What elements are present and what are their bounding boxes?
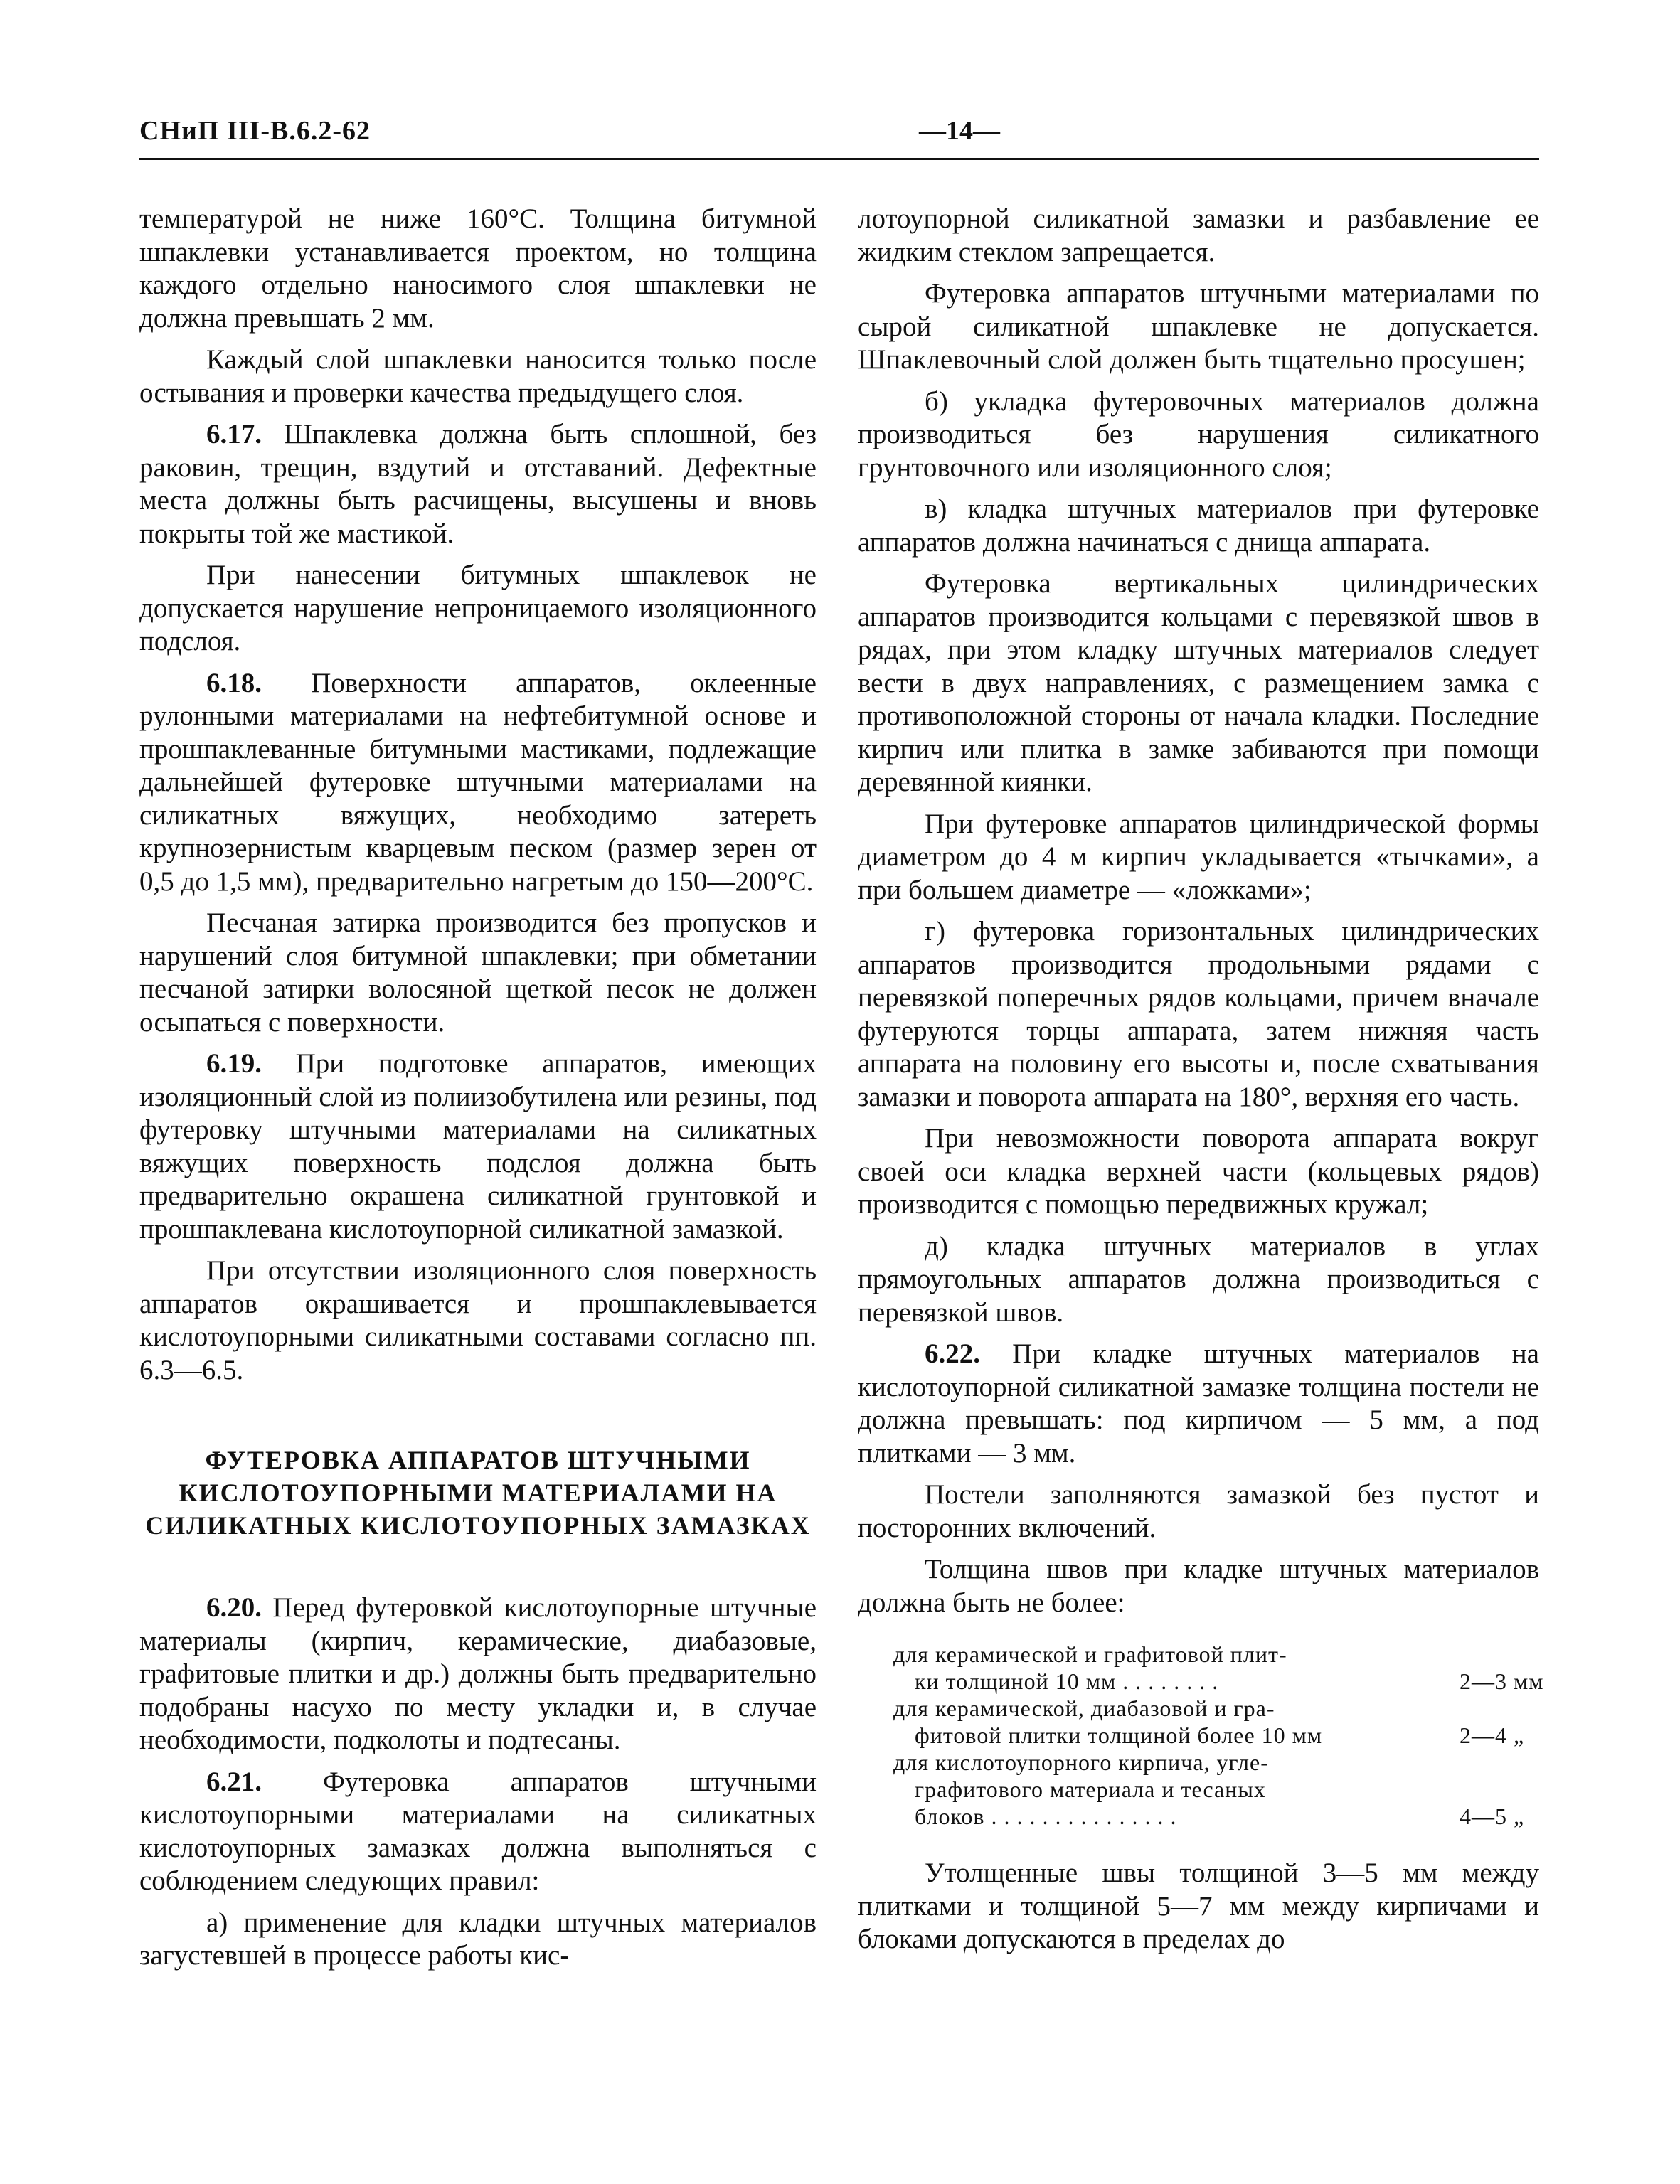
page-number: —14—: [919, 116, 1000, 146]
clause-number: 6.18.: [206, 667, 262, 698]
table-row: [858, 1695, 1539, 1722]
paragraph-6-22: [858, 1338, 1539, 1470]
table-row: [858, 1641, 1539, 1668]
table-label: графитового материала и тесаных: [915, 1777, 1266, 1802]
paragraph: При нанесении битумных шпаклевок не допускается нарушение непроницаемого изоляционного подслоя.: [139, 560, 817, 656]
table-label: блоков . . . . . . . . . . . . . . .: [915, 1804, 1177, 1829]
clause-text: При кладке штучных материалов на кислотоупорной силикатной замазке толщина постели не должна превышать: под кирпичом — 5 мм, а под плитками — 3 мм.: [858, 1338, 1539, 1469]
table-row: [858, 1722, 1539, 1749]
clause-text: Перед футеровкой кислотоупорные штучные материалы (кирпич, керамические, диабазовые, графитовые плитки и др.) должны быть предварительно подобраны насухо по месту укладки и, в случае необходимости, подколоты и подтесаны.: [139, 1592, 817, 1755]
paragraph: Футеровка вертикальных цилиндрических аппаратов производится кольцами с перевязкой швов в рядах, при этом кладку штучных материалов следует вести в двух направлениях, с размещением замка с противоположной стороны от начала кладки. Последние кирпич или плитка в замке забиваются при помощи деревянной киянки.: [858, 568, 1539, 797]
clause-text: Футеровка аппаратов штучными кислотоупорными материалами на силикатных кислотоупорных замазках должна выполняться с соблюдением следующих правил:: [139, 1766, 817, 1896]
section-heading: ФУТЕРОВКА АППАРАТОВ ШТУЧНЫМИ КИСЛОТОУПОРНЫМИ МАТЕРИАЛАМИ НА СИЛИКАТНЫХ КИСЛОТОУПОРНЫХ ЗАМАЗКАХ: [145, 1446, 811, 1540]
table-label: для кислотоупорного кирпича, угле-: [893, 1749, 1269, 1775]
table-label: ки толщиной 10 мм . . . . . . . .: [915, 1668, 1219, 1694]
paragraph: температурой не ниже 160°С. Толщина битумной шпаклевки устанавливается проектом, но толщина каждого отдельно наносимого слоя шпаклевки не должна превышать 2 мм.: [139, 203, 817, 334]
joint-thickness-table: [858, 1641, 1544, 1830]
right-column: [858, 203, 1544, 1956]
document-code: СНиП III-В.6.2-62: [139, 116, 371, 146]
paragraph: Каждый слой шпаклевки наносится только после остывания и проверки качества предыдущего слоя.: [139, 344, 817, 408]
clause-number: 6.17.: [206, 419, 262, 449]
paragraph: Футеровка аппаратов штучными материалами по сырой силикатной шпаклевке не допускается. Шпаклевочный слой должен быть тщательно просушен;: [858, 278, 1539, 375]
table-value: 2—4 „: [1460, 1722, 1525, 1748]
paragraph-6-19: [139, 1048, 817, 1246]
table-label: для керамической и графитовой плит-: [893, 1641, 1287, 1667]
paragraph: Песчаная затирка производится без пропусков и нарушений слоя битумной шпаклевки; при обметании песчаной затирки волосяной щеткой песок не должен осыпаться с поверхности.: [139, 907, 817, 1038]
paragraph: Утолщенные швы толщиной 3—5 мм между плитками и толщиной 5—7 мм между кирпичами и блоками допускаются в пределах до: [858, 1858, 1539, 1954]
clause-text: При подготовке аппаратов, имеющих изоляционный слой из полиизобутилена или резины, под футеровку штучными материалами на силикатных вяжущих поверхность подслоя должна быть предварительно окрашена силикатной грунтовкой и прошпаклевана кислотоупорной силикатной замазкой.: [139, 1048, 817, 1245]
paragraph: При невозможности поворота аппарата вокруг своей оси кладка верхней части (кольцевых рядов) производится с помощью передвижных кружал;: [858, 1123, 1539, 1220]
paragraph: При отсутствии изоляционного слоя поверхность аппаратов окрашивается и прошпаклевывается кислотоупорными силикатными составами согласно пп. 6.3—6.5.: [139, 1255, 817, 1385]
table-label: фитовой плитки толщиной более 10 мм: [915, 1722, 1323, 1748]
clause-number: 6.20.: [206, 1592, 262, 1623]
clause-text: Поверхности аппаратов, оклеенные рулонными материалами на нефтебитумной основе и прошпаклеванные битумными мастиками, подлежащие дальнейшей футеровке штучными материалами на силикатных вяжущих, необходимо затереть крупнозернистым кварцевым песком (размер зерен от 0,5 до 1,5 мм), предварительно нагретым до 150—200°С.: [139, 667, 817, 897]
table-row: [858, 1749, 1539, 1776]
paragraph-6-20: [139, 1592, 817, 1757]
paragraph-6-17: [139, 418, 817, 550]
paragraph: а) применение для кладки штучных материалов загустевшей в процессе работы кис-: [139, 1907, 817, 1971]
table-row: [858, 1668, 1544, 1695]
paragraph: лотоупорной силикатной замазки и разбавление ее жидким стеклом запрещается.: [858, 203, 1539, 267]
paragraph: д) кладка штучных материалов в углах прямоугольных аппаратов должна производиться с перевязкой швов.: [858, 1230, 1539, 1328]
paragraph: б) укладка футеровочных материалов должна производиться без нарушения силикатного грунтовочного или изоляционного слоя;: [858, 385, 1539, 483]
clause-number: 6.22.: [925, 1338, 980, 1369]
clause-number: 6.19.: [206, 1048, 262, 1079]
table-value: 2—3 мм: [1460, 1668, 1544, 1694]
paragraph: Толщина швов при кладке штучных материалов должна быть не более:: [858, 1554, 1539, 1618]
clause-number: 6.21.: [206, 1766, 262, 1797]
paragraph-6-21: [139, 1766, 817, 1898]
left-column: [139, 203, 817, 1973]
paragraph: в) кладка штучных материалов при футеровке аппаратов должна начинаться с днища аппарата.: [858, 494, 1539, 558]
paragraph: При футеровке аппаратов цилиндрической формы диаметром до 4 м кирпич укладывается «тычками», а при большем диаметре — «ложками»;: [858, 808, 1539, 905]
table-row: [858, 1803, 1539, 1830]
paragraph: г) футеровка горизонтальных цилиндрических аппаратов производится продольными рядами с перевязкой поперечных рядов кольцами, причем вначале футеруются торцы аппарата, затем нижняя часть аппарата на половину его высоты и, после схватывания замазки и поворота аппарата на 180°, верхняя его часть.: [858, 916, 1539, 1112]
paragraph: Постели заполняются замазкой без пустот и посторонних включений.: [858, 1479, 1539, 1543]
paragraph-6-18: [139, 667, 817, 899]
table-label: для керамической, диабазовой и гра-: [893, 1695, 1275, 1721]
page-header: [139, 115, 1539, 160]
table-value: 4—5 „: [1460, 1804, 1525, 1829]
table-row: [858, 1776, 1539, 1803]
clause-text: Шпаклевка должна быть сплошной, без раковин, трещин, вздутий и отставаний. Дефектные места должны быть расчищены, высушены и вновь покрыты той же мастикой.: [139, 419, 817, 549]
